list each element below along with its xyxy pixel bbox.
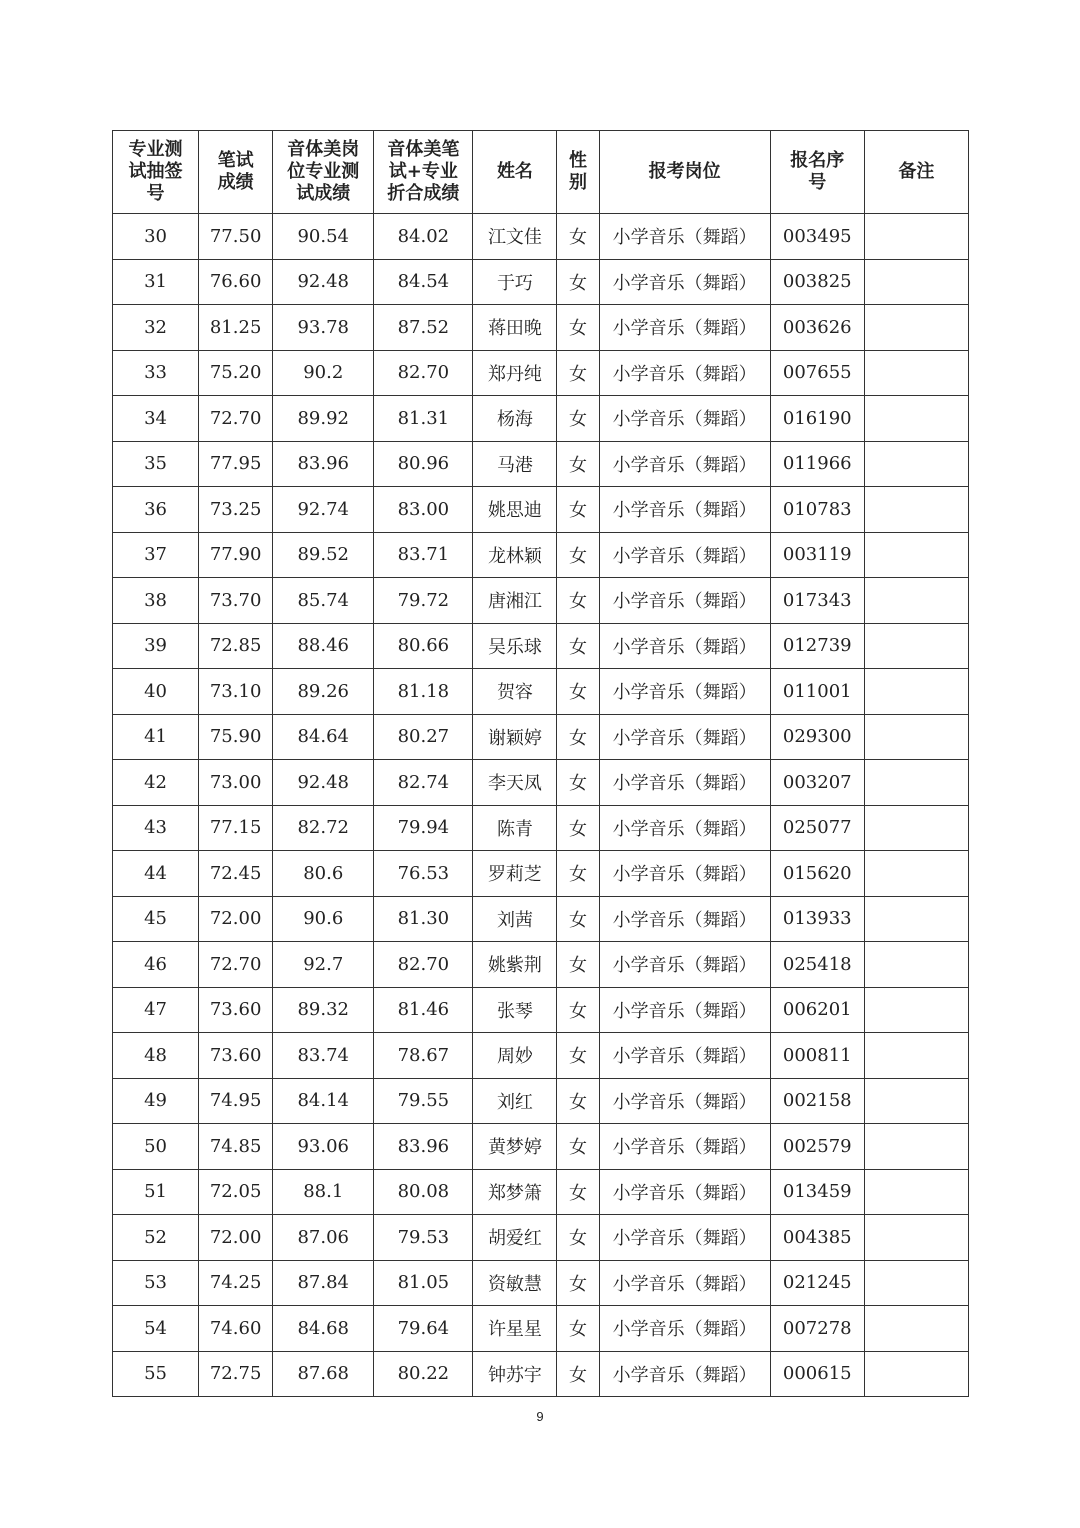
cell-lot-number: 48 — [113, 1033, 199, 1079]
cell-registration-number: 000811 — [770, 1033, 864, 1079]
cell-position: 小学音乐（舞蹈） — [599, 942, 770, 988]
cell-position: 小学音乐（舞蹈） — [599, 487, 770, 533]
cell-lot-number: 36 — [113, 487, 199, 533]
score-table — [112, 130, 969, 1397]
cell-position: 小学音乐（舞蹈） — [599, 578, 770, 624]
cell-name: 杨海 — [473, 396, 557, 442]
cell-gender: 女 — [557, 714, 599, 760]
cell-lot-number: 38 — [113, 578, 199, 624]
cell-registration-number: 021245 — [770, 1260, 864, 1306]
cell-professional-score: 90.6 — [273, 896, 374, 942]
cell-gender: 女 — [557, 1351, 599, 1397]
cell-written-score: 72.70 — [199, 942, 273, 988]
cell-combined-score: 79.55 — [374, 1078, 473, 1124]
table-row — [113, 669, 969, 715]
cell-written-score: 73.00 — [199, 760, 273, 806]
cell-gender: 女 — [557, 760, 599, 806]
cell-lot-number: 51 — [113, 1169, 199, 1215]
cell-registration-number: 002158 — [770, 1078, 864, 1124]
cell-registration-number: 010783 — [770, 487, 864, 533]
cell-remarks — [864, 214, 968, 260]
cell-combined-score: 82.70 — [374, 942, 473, 988]
cell-name: 钟苏宇 — [473, 1351, 557, 1397]
cell-written-score: 77.95 — [199, 441, 273, 487]
cell-position: 小学音乐（舞蹈） — [599, 760, 770, 806]
cell-registration-number: 002579 — [770, 1124, 864, 1170]
table-row — [113, 578, 969, 624]
cell-position: 小学音乐（舞蹈） — [599, 396, 770, 442]
cell-professional-score: 89.52 — [273, 532, 374, 578]
cell-written-score: 73.70 — [199, 578, 273, 624]
cell-written-score: 72.45 — [199, 851, 273, 897]
cell-name: 黄梦婷 — [473, 1124, 557, 1170]
cell-combined-score: 81.18 — [374, 669, 473, 715]
cell-combined-score: 80.27 — [374, 714, 473, 760]
header-written-score — [199, 131, 273, 214]
table-row — [113, 487, 969, 533]
cell-position: 小学音乐（舞蹈） — [599, 1033, 770, 1079]
header-position — [599, 131, 770, 214]
cell-lot-number: 31 — [113, 259, 199, 305]
cell-gender: 女 — [557, 1306, 599, 1352]
cell-lot-number: 37 — [113, 532, 199, 578]
cell-name: 刘茜 — [473, 896, 557, 942]
cell-remarks — [864, 441, 968, 487]
cell-gender: 女 — [557, 851, 599, 897]
cell-combined-score: 80.66 — [374, 623, 473, 669]
cell-gender: 女 — [557, 1215, 599, 1261]
cell-remarks — [864, 259, 968, 305]
cell-combined-score: 76.53 — [374, 851, 473, 897]
table-row — [113, 1260, 969, 1306]
cell-professional-score: 87.84 — [273, 1260, 374, 1306]
cell-name: 唐湘江 — [473, 578, 557, 624]
table-row — [113, 851, 969, 897]
cell-registration-number: 000615 — [770, 1351, 864, 1397]
cell-lot-number: 32 — [113, 305, 199, 351]
table-row — [113, 259, 969, 305]
cell-lot-number: 46 — [113, 942, 199, 988]
cell-written-score: 74.95 — [199, 1078, 273, 1124]
header-line: 试抽签 — [128, 161, 183, 182]
cell-gender: 女 — [557, 305, 599, 351]
table-row — [113, 1169, 969, 1215]
cell-written-score: 74.25 — [199, 1260, 273, 1306]
cell-name: 龙林颖 — [473, 532, 557, 578]
cell-gender: 女 — [557, 623, 599, 669]
cell-name: 谢颖婷 — [473, 714, 557, 760]
cell-remarks — [864, 1078, 968, 1124]
cell-professional-score: 83.96 — [273, 441, 374, 487]
cell-registration-number: 004385 — [770, 1215, 864, 1261]
table-row — [113, 942, 969, 988]
cell-combined-score: 78.67 — [374, 1033, 473, 1079]
cell-position: 小学音乐（舞蹈） — [599, 669, 770, 715]
cell-professional-score: 93.06 — [273, 1124, 374, 1170]
cell-position: 小学音乐（舞蹈） — [599, 1306, 770, 1352]
cell-registration-number: 012739 — [770, 623, 864, 669]
cell-combined-score: 82.70 — [374, 350, 473, 396]
cell-name: 胡爱红 — [473, 1215, 557, 1261]
cell-name: 郑丹纯 — [473, 350, 557, 396]
cell-lot-number: 49 — [113, 1078, 199, 1124]
cell-remarks — [864, 487, 968, 533]
cell-name: 江文佳 — [473, 214, 557, 260]
cell-combined-score: 81.46 — [374, 987, 473, 1033]
cell-gender: 女 — [557, 214, 599, 260]
cell-position: 小学音乐（舞蹈） — [599, 1215, 770, 1261]
cell-lot-number: 47 — [113, 987, 199, 1033]
header-lot-number — [113, 131, 199, 214]
cell-remarks — [864, 532, 968, 578]
header-line: 成绩 — [217, 172, 254, 193]
table-row — [113, 1078, 969, 1124]
cell-registration-number: 003626 — [770, 305, 864, 351]
cell-written-score: 74.60 — [199, 1306, 273, 1352]
cell-combined-score: 87.52 — [374, 305, 473, 351]
table-body — [113, 214, 969, 1397]
cell-position: 小学音乐（舞蹈） — [599, 441, 770, 487]
cell-name: 马港 — [473, 441, 557, 487]
cell-position: 小学音乐（舞蹈） — [599, 714, 770, 760]
cell-professional-score: 84.64 — [273, 714, 374, 760]
cell-lot-number: 42 — [113, 760, 199, 806]
cell-name: 贺容 — [473, 669, 557, 715]
cell-position: 小学音乐（舞蹈） — [599, 532, 770, 578]
cell-written-score: 72.00 — [199, 896, 273, 942]
cell-professional-score: 93.78 — [273, 305, 374, 351]
cell-combined-score: 79.72 — [374, 578, 473, 624]
header-line: 备注 — [898, 161, 935, 182]
cell-position: 小学音乐（舞蹈） — [599, 1169, 770, 1215]
cell-registration-number: 017343 — [770, 578, 864, 624]
cell-gender: 女 — [557, 487, 599, 533]
cell-remarks — [864, 896, 968, 942]
cell-written-score: 77.50 — [199, 214, 273, 260]
cell-professional-score: 82.72 — [273, 805, 374, 851]
cell-combined-score: 84.02 — [374, 214, 473, 260]
cell-professional-score: 85.74 — [273, 578, 374, 624]
cell-professional-score: 92.74 — [273, 487, 374, 533]
table-row — [113, 1306, 969, 1352]
cell-professional-score: 90.2 — [273, 350, 374, 396]
cell-lot-number: 35 — [113, 441, 199, 487]
header-line: 位专业测 — [287, 161, 360, 182]
cell-professional-score: 92.48 — [273, 760, 374, 806]
cell-gender: 女 — [557, 1033, 599, 1079]
header-name — [473, 131, 557, 214]
cell-name: 李天凤 — [473, 760, 557, 806]
cell-combined-score: 82.74 — [374, 760, 473, 806]
cell-gender: 女 — [557, 896, 599, 942]
cell-lot-number: 30 — [113, 214, 199, 260]
cell-written-score: 72.05 — [199, 1169, 273, 1215]
cell-remarks — [864, 805, 968, 851]
cell-professional-score: 92.7 — [273, 942, 374, 988]
table-row — [113, 805, 969, 851]
header-gender — [557, 131, 599, 214]
table-row — [113, 441, 969, 487]
table-row — [113, 714, 969, 760]
table-row — [113, 1033, 969, 1079]
cell-name: 资敏慧 — [473, 1260, 557, 1306]
table-row — [113, 1351, 969, 1397]
header-remarks — [864, 131, 968, 214]
cell-combined-score: 81.31 — [374, 396, 473, 442]
cell-professional-score: 89.92 — [273, 396, 374, 442]
cell-gender: 女 — [557, 1169, 599, 1215]
cell-remarks — [864, 1215, 968, 1261]
cell-remarks — [864, 1124, 968, 1170]
cell-professional-score: 83.74 — [273, 1033, 374, 1079]
cell-written-score: 72.75 — [199, 1351, 273, 1397]
table-row — [113, 532, 969, 578]
cell-written-score: 73.10 — [199, 669, 273, 715]
header-combined-score — [374, 131, 473, 214]
cell-name: 蒋田晚 — [473, 305, 557, 351]
header-registration-number — [770, 131, 864, 214]
cell-lot-number: 54 — [113, 1306, 199, 1352]
cell-position: 小学音乐（舞蹈） — [599, 805, 770, 851]
table-row — [113, 1124, 969, 1170]
cell-position: 小学音乐（舞蹈） — [599, 851, 770, 897]
cell-position: 小学音乐（舞蹈） — [599, 1124, 770, 1170]
cell-registration-number: 016190 — [770, 396, 864, 442]
cell-name: 陈青 — [473, 805, 557, 851]
cell-lot-number: 43 — [113, 805, 199, 851]
cell-registration-number: 003207 — [770, 760, 864, 806]
cell-written-score: 74.85 — [199, 1124, 273, 1170]
cell-professional-score: 89.26 — [273, 669, 374, 715]
cell-combined-score: 83.00 — [374, 487, 473, 533]
cell-remarks — [864, 942, 968, 988]
cell-lot-number: 45 — [113, 896, 199, 942]
cell-name: 姚思迪 — [473, 487, 557, 533]
cell-registration-number: 013933 — [770, 896, 864, 942]
cell-gender: 女 — [557, 1078, 599, 1124]
cell-registration-number: 015620 — [770, 851, 864, 897]
cell-professional-score: 88.46 — [273, 623, 374, 669]
header-line: 报考岗位 — [648, 161, 721, 182]
cell-remarks — [864, 1033, 968, 1079]
cell-remarks — [864, 350, 968, 396]
cell-written-score: 72.70 — [199, 396, 273, 442]
cell-gender: 女 — [557, 350, 599, 396]
cell-position: 小学音乐（舞蹈） — [599, 1078, 770, 1124]
cell-combined-score: 84.54 — [374, 259, 473, 305]
cell-registration-number: 006201 — [770, 987, 864, 1033]
cell-lot-number: 52 — [113, 1215, 199, 1261]
cell-remarks — [864, 714, 968, 760]
cell-remarks — [864, 305, 968, 351]
cell-name: 于巧 — [473, 259, 557, 305]
cell-registration-number: 029300 — [770, 714, 864, 760]
cell-gender: 女 — [557, 1124, 599, 1170]
cell-gender: 女 — [557, 532, 599, 578]
cell-professional-score: 92.48 — [273, 259, 374, 305]
cell-combined-score: 80.96 — [374, 441, 473, 487]
header-line: 试成绩 — [296, 183, 351, 204]
cell-registration-number: 011966 — [770, 441, 864, 487]
cell-professional-score: 80.6 — [273, 851, 374, 897]
cell-combined-score: 79.53 — [374, 1215, 473, 1261]
cell-registration-number: 011001 — [770, 669, 864, 715]
cell-written-score: 81.25 — [199, 305, 273, 351]
cell-combined-score: 79.64 — [374, 1306, 473, 1352]
header-line: 号 — [146, 183, 165, 204]
cell-professional-score: 87.68 — [273, 1351, 374, 1397]
table-row — [113, 214, 969, 260]
cell-remarks — [864, 851, 968, 897]
cell-lot-number: 53 — [113, 1260, 199, 1306]
cell-gender: 女 — [557, 441, 599, 487]
header-line: 专业测 — [128, 139, 183, 160]
table-header-row — [113, 131, 969, 214]
table-row — [113, 350, 969, 396]
header-line: 试+专业 — [388, 161, 458, 182]
header-line: 号 — [808, 172, 827, 193]
page-number: 9 — [536, 1409, 544, 1424]
cell-lot-number: 50 — [113, 1124, 199, 1170]
cell-lot-number: 40 — [113, 669, 199, 715]
cell-remarks — [864, 1169, 968, 1215]
cell-gender: 女 — [557, 396, 599, 442]
cell-gender: 女 — [557, 805, 599, 851]
cell-name: 姚紫荆 — [473, 942, 557, 988]
table-row — [113, 896, 969, 942]
cell-lot-number: 44 — [113, 851, 199, 897]
cell-name: 郑梦箫 — [473, 1169, 557, 1215]
cell-gender: 女 — [557, 669, 599, 715]
cell-written-score: 73.25 — [199, 487, 273, 533]
cell-lot-number: 55 — [113, 1351, 199, 1397]
cell-registration-number: 025077 — [770, 805, 864, 851]
header-line: 音体美笔 — [387, 139, 460, 160]
cell-registration-number: 007278 — [770, 1306, 864, 1352]
table-row — [113, 760, 969, 806]
cell-combined-score: 79.94 — [374, 805, 473, 851]
cell-combined-score: 81.05 — [374, 1260, 473, 1306]
cell-registration-number: 007655 — [770, 350, 864, 396]
cell-written-score: 75.90 — [199, 714, 273, 760]
cell-lot-number: 41 — [113, 714, 199, 760]
header-line: 姓名 — [496, 161, 533, 182]
cell-lot-number: 39 — [113, 623, 199, 669]
cell-professional-score: 88.1 — [273, 1169, 374, 1215]
cell-remarks — [864, 669, 968, 715]
cell-remarks — [864, 1351, 968, 1397]
cell-professional-score: 90.54 — [273, 214, 374, 260]
cell-combined-score: 83.71 — [374, 532, 473, 578]
cell-position: 小学音乐（舞蹈） — [599, 896, 770, 942]
cell-name: 许星星 — [473, 1306, 557, 1352]
cell-registration-number: 025418 — [770, 942, 864, 988]
cell-position: 小学音乐（舞蹈） — [599, 623, 770, 669]
cell-combined-score: 83.96 — [374, 1124, 473, 1170]
cell-gender: 女 — [557, 942, 599, 988]
cell-combined-score: 80.08 — [374, 1169, 473, 1215]
cell-position: 小学音乐（舞蹈） — [599, 350, 770, 396]
cell-name: 吴乐球 — [473, 623, 557, 669]
cell-remarks — [864, 396, 968, 442]
table-row — [113, 396, 969, 442]
cell-remarks — [864, 623, 968, 669]
header-line: 音体美岗 — [287, 139, 360, 160]
cell-registration-number: 003495 — [770, 214, 864, 260]
cell-name: 刘红 — [473, 1078, 557, 1124]
cell-gender: 女 — [557, 259, 599, 305]
cell-professional-score: 84.68 — [273, 1306, 374, 1352]
cell-remarks — [864, 987, 968, 1033]
cell-position: 小学音乐（舞蹈） — [599, 305, 770, 351]
cell-position: 小学音乐（舞蹈） — [599, 987, 770, 1033]
cell-position: 小学音乐（舞蹈） — [599, 259, 770, 305]
header-line: 折合成绩 — [387, 183, 460, 204]
cell-remarks — [864, 1306, 968, 1352]
cell-written-score: 72.00 — [199, 1215, 273, 1261]
table-row — [113, 987, 969, 1033]
cell-written-score: 73.60 — [199, 987, 273, 1033]
cell-lot-number: 33 — [113, 350, 199, 396]
header-line: 笔试 — [217, 150, 254, 171]
table-row — [113, 305, 969, 351]
table-row — [113, 623, 969, 669]
cell-written-score: 77.15 — [199, 805, 273, 851]
cell-gender: 女 — [557, 578, 599, 624]
cell-remarks — [864, 760, 968, 806]
cell-name: 罗莉芝 — [473, 851, 557, 897]
cell-written-score: 75.20 — [199, 350, 273, 396]
header-line: 性 — [569, 150, 587, 171]
cell-position: 小学音乐（舞蹈） — [599, 1260, 770, 1306]
cell-written-score: 73.60 — [199, 1033, 273, 1079]
cell-lot-number: 34 — [113, 396, 199, 442]
cell-professional-score: 87.06 — [273, 1215, 374, 1261]
header-line: 报名序 — [790, 150, 845, 171]
cell-position: 小学音乐（舞蹈） — [599, 1351, 770, 1397]
cell-written-score: 72.85 — [199, 623, 273, 669]
cell-name: 周妙 — [473, 1033, 557, 1079]
header-professional-score — [273, 131, 374, 214]
cell-name: 张琴 — [473, 987, 557, 1033]
cell-registration-number: 003119 — [770, 532, 864, 578]
cell-professional-score: 89.32 — [273, 987, 374, 1033]
cell-written-score: 76.60 — [199, 259, 273, 305]
cell-professional-score: 84.14 — [273, 1078, 374, 1124]
header-line: 别 — [569, 172, 587, 193]
cell-combined-score: 80.22 — [374, 1351, 473, 1397]
cell-combined-score: 81.30 — [374, 896, 473, 942]
table-row — [113, 1215, 969, 1261]
cell-gender: 女 — [557, 987, 599, 1033]
cell-gender: 女 — [557, 1260, 599, 1306]
cell-written-score: 77.90 — [199, 532, 273, 578]
cell-position: 小学音乐（舞蹈） — [599, 214, 770, 260]
cell-remarks — [864, 1260, 968, 1306]
cell-registration-number: 013459 — [770, 1169, 864, 1215]
cell-remarks — [864, 578, 968, 624]
cell-registration-number: 003825 — [770, 259, 864, 305]
